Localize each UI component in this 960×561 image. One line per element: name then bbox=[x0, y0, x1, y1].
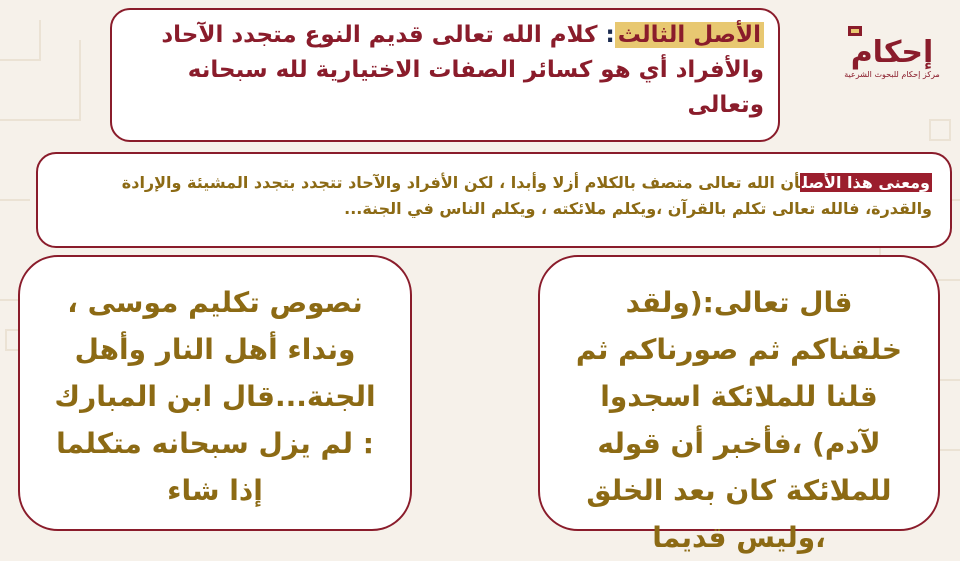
texts-evidence-text: نصوص تكليم موسى ، ونداء أهل النار وأهل الجنة...قال ابن المبارك : لم يزل سبحانه متكلما إذا شاء bbox=[54, 286, 376, 507]
meaning-paragraph bbox=[56, 170, 932, 222]
logo-tagline: مركز إحكام للبحوث الشرعية bbox=[844, 70, 940, 79]
ihkam-logo bbox=[842, 22, 942, 92]
meaning-label: ومعنى هذا الأصل bbox=[802, 173, 930, 192]
principle-label: الأصل الثالث bbox=[615, 22, 764, 48]
meaning-box bbox=[36, 152, 952, 248]
principle-box bbox=[110, 8, 780, 142]
logo-name: إحكام bbox=[850, 35, 934, 70]
principle-text: كلام الله تعالى قديم النوع متجدد الآحاد والأفراد أي هو كسائر الصفات الاختيارية لله سبحانه وتعالى bbox=[161, 22, 764, 118]
texts-evidence-card bbox=[18, 255, 412, 531]
meaning-text: أن الله تعالى متصف بالكلام أزلا وأبدا ، لكن الأفراد والآحاد تتجدد بتجدد المشيئة والإرادة والقدرة، فالله تعالى تكلم بالقرآن ،ويكلم ملائكته ، ويكلم الناس في الجنة... bbox=[121, 173, 932, 218]
principle-statement bbox=[126, 18, 764, 123]
quran-evidence-text: قال تعالى:(ولقد خلقناكم ثم صورناكم ثم قلنا للملائكة اسجدوا لآدم) ،فأخبر أن قوله للملائكة كان بعد الخلق ،وليس قديما bbox=[575, 286, 903, 554]
principle-colon: : bbox=[605, 22, 615, 48]
quran-evidence-card bbox=[538, 255, 940, 554]
